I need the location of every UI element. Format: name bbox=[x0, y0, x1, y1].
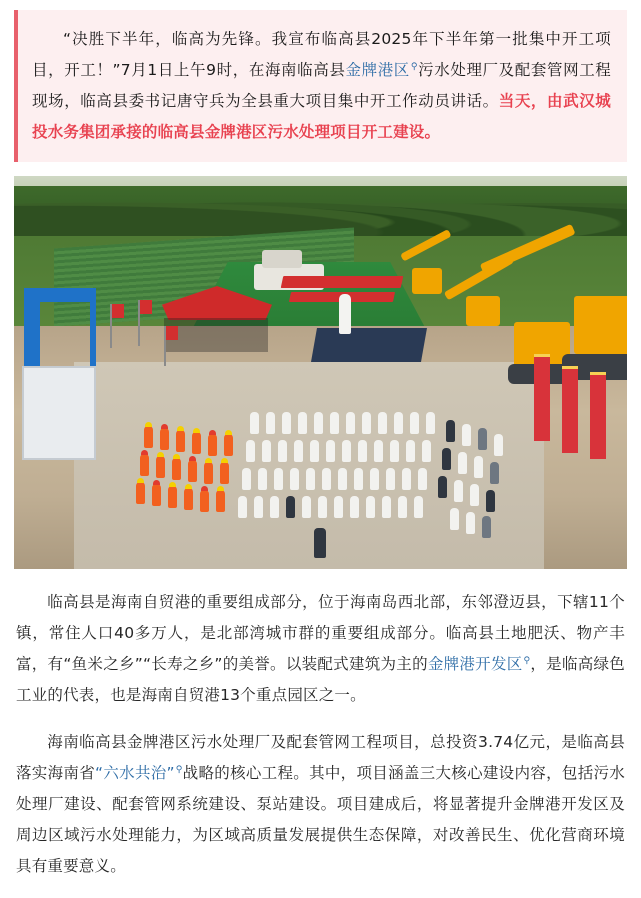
photo-helmet bbox=[217, 486, 224, 491]
photo-person bbox=[438, 476, 447, 498]
search-icon[interactable]: ⚲ bbox=[523, 655, 531, 666]
photo-person bbox=[450, 508, 459, 530]
photo-person bbox=[258, 468, 267, 490]
entity-link-jinpaigang-kaifaqu[interactable] bbox=[428, 655, 530, 673]
lead-quote: “决胜下半年，临高为先锋。我宣布临高县2025年下半年第一批集中开工项目，开工！” bbox=[32, 30, 611, 79]
photo-person bbox=[402, 468, 411, 490]
photo-helmet bbox=[193, 428, 200, 433]
photo-person bbox=[156, 456, 165, 478]
search-icon[interactable]: ⚲ bbox=[410, 61, 418, 72]
photo-person bbox=[208, 434, 217, 456]
photo-person bbox=[474, 456, 483, 478]
photo-person bbox=[238, 496, 247, 518]
photo-person bbox=[470, 484, 479, 506]
entity-link-jinpaigangqu[interactable] bbox=[345, 61, 417, 79]
photo-person bbox=[144, 426, 153, 448]
photo-person bbox=[334, 496, 343, 518]
lead-highlight: 当天，由武汉城投水务集团承接的临高县金牌港区污水处理项目开工建设。 bbox=[32, 92, 611, 141]
photo-helmet bbox=[189, 456, 196, 461]
photo-person bbox=[454, 480, 463, 502]
photo-person bbox=[390, 440, 399, 462]
photo-person bbox=[354, 468, 363, 490]
body-p1-seg-3: ，是临高绿色工业的代表，也是海南自贸港13个重点园区之一。 bbox=[16, 655, 625, 704]
entity-link-jinpaigangqu-label: 金牌港区 bbox=[345, 61, 410, 79]
photo-helmet bbox=[201, 486, 208, 491]
photo-helmet bbox=[177, 426, 184, 431]
photo-person bbox=[152, 484, 161, 506]
photo-person bbox=[398, 496, 407, 518]
photo-person bbox=[418, 468, 427, 490]
photo-person bbox=[172, 458, 181, 480]
body-paragraph-2 bbox=[16, 727, 625, 882]
photo-person bbox=[242, 468, 251, 490]
photo-person bbox=[462, 424, 471, 446]
entity-link-jinpaigang-kaifaqu-label: 金牌港开发区 bbox=[427, 655, 523, 673]
search-icon[interactable]: ⚲ bbox=[175, 764, 183, 775]
photo-person bbox=[224, 434, 233, 456]
photo-person bbox=[310, 440, 319, 462]
photo-helmet bbox=[205, 458, 212, 463]
photo-person bbox=[490, 462, 499, 484]
photo-person bbox=[482, 516, 491, 538]
photo-person bbox=[220, 462, 229, 484]
photo-person bbox=[422, 440, 431, 462]
photo-person bbox=[386, 468, 395, 490]
photo-person bbox=[330, 412, 339, 434]
photo-person bbox=[254, 496, 263, 518]
photo-person bbox=[366, 496, 375, 518]
photo-helmet bbox=[157, 452, 164, 457]
photo-canvas bbox=[14, 176, 627, 569]
photo-person bbox=[136, 482, 145, 504]
photo-person bbox=[382, 496, 391, 518]
photo-helmet bbox=[173, 454, 180, 459]
photo-person bbox=[270, 496, 279, 518]
photo-person bbox=[318, 496, 327, 518]
photo-helmet bbox=[209, 430, 216, 435]
photo-helmet bbox=[153, 480, 160, 485]
photo-person bbox=[494, 434, 503, 456]
photo-person bbox=[370, 468, 379, 490]
photo-helmet bbox=[145, 422, 152, 427]
photo-person bbox=[446, 420, 455, 442]
photo-person bbox=[160, 428, 169, 450]
photo-person bbox=[314, 412, 323, 434]
photo-person bbox=[322, 468, 331, 490]
photo-helmet bbox=[161, 424, 168, 429]
photo-person bbox=[216, 490, 225, 512]
photo-crowd bbox=[14, 176, 627, 569]
photo-helmet bbox=[185, 484, 192, 489]
lead-text-2: 污水处理厂及配套管网工程现场，临高县委书记唐守兵为全县重大项目集中开工作动员讲话。 bbox=[32, 61, 612, 110]
photo-person bbox=[374, 440, 383, 462]
photo-person bbox=[358, 440, 367, 462]
photo-person bbox=[204, 462, 213, 484]
photo-person bbox=[478, 428, 487, 450]
photo-person bbox=[350, 496, 359, 518]
photo-person bbox=[286, 496, 295, 518]
photo-person bbox=[278, 440, 287, 462]
photo-person bbox=[406, 440, 415, 462]
photo-person bbox=[326, 440, 335, 462]
entity-link-liushui-gongzhi-label: “六水共治” bbox=[95, 764, 175, 782]
photo-person bbox=[298, 412, 307, 434]
entity-link-liushui-gongzhi[interactable] bbox=[95, 764, 183, 782]
photo-helmet bbox=[221, 458, 228, 463]
photo-person bbox=[306, 468, 315, 490]
photo-person bbox=[274, 468, 283, 490]
photo-helmet bbox=[141, 450, 148, 455]
photo-person bbox=[200, 490, 209, 512]
photo-person bbox=[346, 412, 355, 434]
body-p2-seg-3: 战略的核心工程。其中，项目涵盖三大核心建设内容，包括污水处理厂建设、配套管网系统建设、泵站建设。项目建成后，将显著提升金牌港开发区及周边区域污水处理能力，为区域高质量发展提供生态保障，对改善民生、优化营商环境具有重要意义。 bbox=[16, 764, 625, 875]
article-page bbox=[0, 10, 641, 898]
photo-person bbox=[442, 448, 451, 470]
lead-text-1: 7月1日上午9时，在海南临高县 bbox=[120, 61, 346, 79]
photo-person bbox=[192, 432, 201, 454]
photo-person bbox=[266, 412, 275, 434]
photo-person bbox=[302, 496, 311, 518]
photo-photographer bbox=[314, 528, 326, 558]
photo-person bbox=[466, 512, 475, 534]
article-photo bbox=[14, 176, 627, 569]
photo-person bbox=[250, 412, 259, 434]
photo-person bbox=[342, 440, 351, 462]
photo-person bbox=[294, 440, 303, 462]
photo-person bbox=[176, 430, 185, 452]
photo-person bbox=[486, 490, 495, 512]
photo-person bbox=[246, 440, 255, 462]
photo-person bbox=[184, 488, 193, 510]
body-p2-seg-1: 海南临高县金牌港区污水处理厂及配套管网工程项目，总投资3.74亿元，是临高县落实海南省 bbox=[16, 733, 625, 782]
photo-helmet bbox=[137, 478, 144, 483]
photo-person bbox=[458, 452, 467, 474]
body-paragraph-1 bbox=[16, 587, 625, 711]
photo-person bbox=[140, 454, 149, 476]
photo-person bbox=[378, 412, 387, 434]
photo-person bbox=[338, 468, 347, 490]
photo-person bbox=[282, 412, 291, 434]
photo-person bbox=[410, 412, 419, 434]
photo-person bbox=[262, 440, 271, 462]
photo-person bbox=[168, 486, 177, 508]
photo-person bbox=[414, 496, 423, 518]
body-p1-seg-1: 临高县是海南自贸港的重要组成部分，位于海南岛西北部，东邻澄迈县，下辖11个镇，常住人口40多万人，是北部湾城市群的重要组成部分。临高县土地肥沃、物产丰富，有“鱼米之乡”“长寿之乡”的美誉。以装配式建筑为主的 bbox=[16, 593, 625, 673]
lead-paragraph bbox=[14, 10, 627, 162]
photo-helmet bbox=[169, 482, 176, 487]
photo-person bbox=[394, 412, 403, 434]
photo-helmet bbox=[225, 430, 232, 435]
photo-person bbox=[188, 460, 197, 482]
photo-person bbox=[426, 412, 435, 434]
photo-person bbox=[362, 412, 371, 434]
photo-person bbox=[290, 468, 299, 490]
